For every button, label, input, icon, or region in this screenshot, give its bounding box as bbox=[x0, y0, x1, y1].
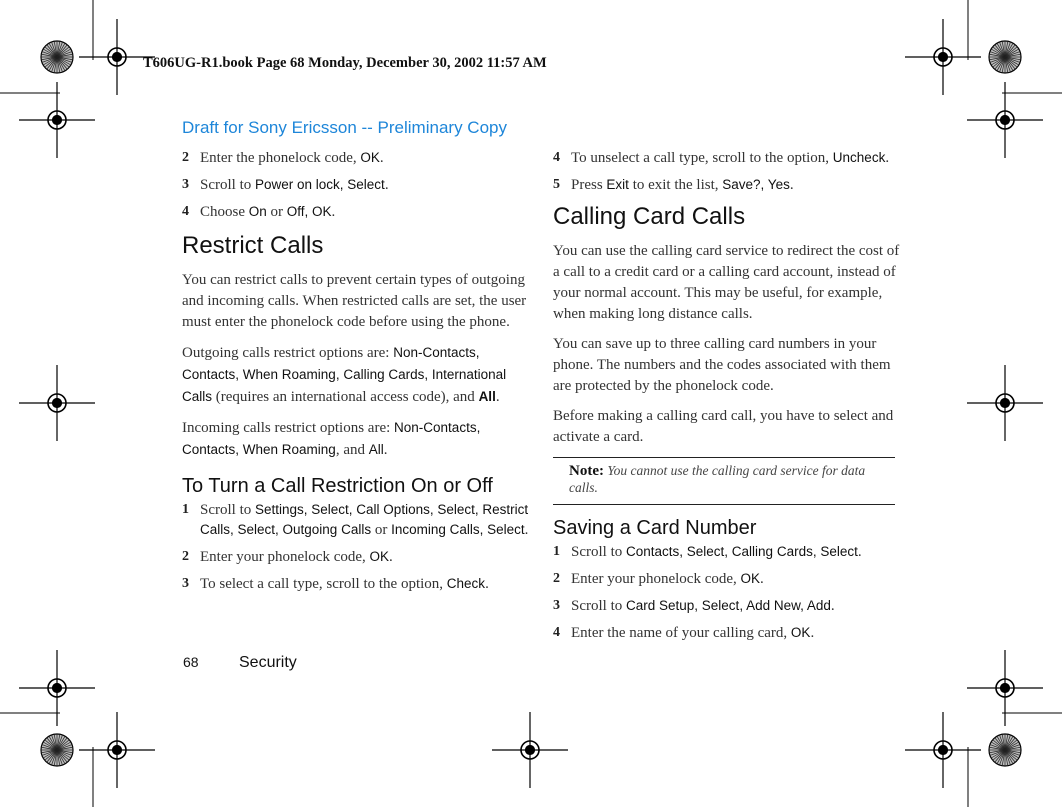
ui-term: Check bbox=[446, 576, 486, 591]
list-item bbox=[553, 623, 909, 643]
registration-crosshair bbox=[79, 712, 155, 788]
registration-crosshair bbox=[967, 365, 1043, 441]
note-label: Note: bbox=[569, 463, 604, 479]
ui-term: Contacts, Select, Calling Cards, Select bbox=[626, 544, 858, 559]
paragraph-text: . bbox=[495, 389, 500, 405]
step-number: 4 bbox=[182, 204, 189, 219]
step-text: . bbox=[760, 571, 764, 587]
calling-card-activate-paragraph: Before making a calling card call, you have to select and activate a card. bbox=[553, 408, 894, 445]
step-number: 3 bbox=[182, 576, 189, 591]
restrict-intro-paragraph: You can restrict calls to prevent certain types of outgoing and incoming calls. When restricted calls are set, the user must enter the phonelock code before using the phone. bbox=[182, 272, 527, 330]
starburst-target bbox=[41, 41, 73, 73]
starburst-target bbox=[41, 734, 73, 766]
ui-term: Off, OK bbox=[286, 204, 332, 219]
registration-crosshair bbox=[19, 650, 95, 726]
step-number: 4 bbox=[553, 150, 560, 165]
step-text: . bbox=[810, 625, 815, 641]
step-text: . bbox=[885, 150, 890, 166]
step-text: Enter your phonelock code, bbox=[200, 549, 370, 565]
step-text: . bbox=[485, 576, 489, 592]
step-text: to exit the list, bbox=[628, 177, 723, 193]
step-number: 2 bbox=[553, 571, 560, 586]
section-heading-calling-card-calls: Calling Card Calls bbox=[553, 203, 746, 230]
ui-term: All bbox=[368, 442, 384, 457]
list-item bbox=[182, 202, 538, 222]
registration-crosshair bbox=[905, 712, 981, 788]
ui-term: Settings, Select, Call Options, Select, Restrict Calls, Select, Outgoing Calls bbox=[200, 502, 529, 537]
step-number: 4 bbox=[553, 625, 560, 640]
step-text: Scroll to bbox=[571, 598, 626, 614]
step-text: . bbox=[857, 544, 862, 560]
registration-crosshair bbox=[967, 650, 1043, 726]
list-item bbox=[553, 148, 909, 168]
calling-card-storage-paragraph: You can save up to three calling card numbers in your phone. The numbers and the codes associated with them are protected by the phonelock code. bbox=[553, 336, 891, 394]
paragraph-text: Incoming calls restrict options are: bbox=[182, 420, 395, 436]
step-text: Enter the phonelock code, bbox=[200, 150, 361, 166]
paragraph-text: (requires an international access code), and bbox=[212, 389, 479, 405]
right-column bbox=[553, 148, 909, 650]
registration-crosshair bbox=[492, 712, 568, 788]
ui-term: Power on lock, Select bbox=[255, 177, 385, 192]
list-item bbox=[182, 175, 538, 195]
step-list bbox=[553, 542, 909, 643]
subheading-saving-card-number: Saving a Card Number bbox=[553, 517, 757, 539]
step-text: . bbox=[830, 598, 835, 614]
step-text: To select a call type, scroll to the option, bbox=[200, 576, 447, 592]
step-text: . bbox=[331, 204, 336, 220]
step-text: . bbox=[379, 150, 384, 166]
book-page-header: T606UG-R1.book Page 68 Monday, December 30, 2002 11:57 AM bbox=[143, 55, 547, 71]
step-text: . bbox=[789, 177, 794, 193]
step-number: 3 bbox=[553, 598, 560, 613]
step-number: 1 bbox=[182, 502, 189, 517]
step-text: Scroll to bbox=[200, 502, 255, 518]
step-list bbox=[182, 500, 538, 594]
ui-term: Exit bbox=[606, 177, 629, 192]
starburst-target bbox=[989, 41, 1021, 73]
starburst-target bbox=[989, 734, 1021, 766]
registration-crosshair bbox=[19, 365, 95, 441]
step-text: Enter your phonelock code, bbox=[571, 571, 741, 587]
ui-term: Save?, Yes bbox=[722, 177, 790, 192]
paragraph-text: Outgoing calls restrict options are: bbox=[182, 345, 394, 361]
step-list bbox=[182, 148, 538, 222]
ui-term: Non-Contacts, Contacts, When Roaming bbox=[182, 420, 481, 457]
list-item bbox=[182, 574, 538, 594]
ui-term: Non-Contacts, Contacts, When Roaming, Calling Cards, International Calls bbox=[182, 345, 507, 404]
step-text: Scroll to bbox=[571, 544, 626, 560]
step-text: . bbox=[524, 522, 529, 538]
step-text: Press bbox=[571, 177, 607, 193]
footer-section-title: Security bbox=[239, 654, 297, 671]
paragraph-text: . bbox=[383, 442, 388, 458]
left-column bbox=[182, 148, 538, 601]
step-number: 3 bbox=[182, 177, 189, 192]
step-text: Choose bbox=[200, 204, 249, 220]
list-item bbox=[553, 596, 909, 616]
ui-term: Uncheck bbox=[832, 150, 886, 165]
ui-term: OK bbox=[360, 150, 380, 165]
step-text: or bbox=[371, 522, 392, 538]
subheading-toggle-restriction: To Turn a Call Restriction On or Off bbox=[182, 475, 493, 497]
ui-term: All bbox=[478, 389, 496, 404]
step-text: . bbox=[389, 549, 393, 565]
step-text: or bbox=[266, 204, 287, 220]
note-box bbox=[553, 457, 895, 505]
note-text: You cannot use the calling card service for data calls. bbox=[569, 463, 866, 495]
list-item bbox=[553, 569, 909, 589]
list-item bbox=[553, 175, 909, 195]
ui-term: Incoming Calls, Select bbox=[391, 522, 525, 537]
step-text: . bbox=[384, 177, 389, 193]
ui-term: On bbox=[248, 204, 267, 219]
ui-term: OK bbox=[790, 625, 811, 640]
list-item bbox=[182, 148, 538, 168]
step-number: 2 bbox=[182, 549, 189, 564]
step-number: 1 bbox=[553, 544, 560, 559]
registration-crosshair bbox=[905, 19, 981, 95]
section-heading-restrict-calls: Restrict Calls bbox=[182, 232, 324, 259]
step-list bbox=[553, 148, 909, 195]
list-item bbox=[553, 542, 909, 562]
paragraph-text: , and bbox=[335, 442, 369, 458]
step-text: Scroll to bbox=[200, 177, 255, 193]
step-number: 2 bbox=[182, 150, 189, 165]
step-number: 5 bbox=[553, 177, 560, 192]
step-text: Enter the name of your calling card, bbox=[571, 625, 791, 641]
calling-card-intro-paragraph: You can use the calling card service to redirect the cost of a call to a credit card or a calling card account, instead of your normal account. This may be useful, for example, when making long distance calls. bbox=[553, 243, 900, 322]
step-text: To unselect a call type, scroll to the option, bbox=[571, 150, 833, 166]
list-item bbox=[182, 500, 538, 540]
ui-term: Card Setup, Select, Add New, Add bbox=[626, 598, 831, 613]
draft-notice: Draft for Sony Ericsson -- Preliminary Copy bbox=[182, 118, 507, 137]
ui-term: OK bbox=[740, 571, 761, 586]
outgoing-options-paragraph bbox=[182, 342, 538, 408]
incoming-options-paragraph bbox=[182, 417, 538, 461]
page-number: 68 bbox=[183, 654, 199, 670]
list-item bbox=[182, 547, 538, 567]
ui-term: OK bbox=[369, 549, 390, 564]
